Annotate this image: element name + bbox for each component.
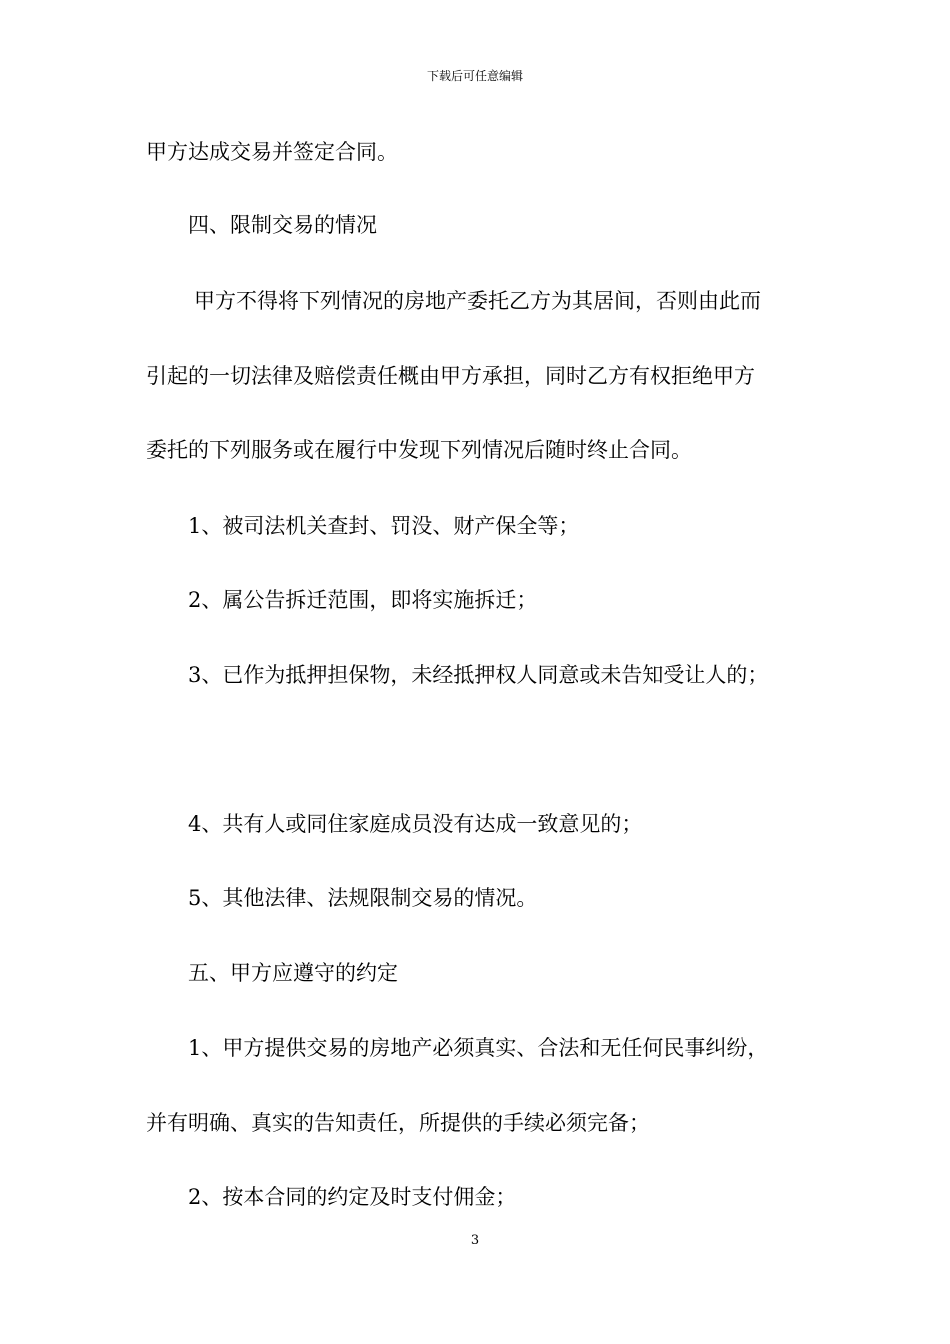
paragraph-line: 委托的下列服务或在履行中发现下列情况后随时终止合同。 — [146, 438, 692, 462]
list-item: 1、甲方提供交易的房地产必须真实、合法和无任何民事纠纷， — [188, 1036, 769, 1060]
list-item: 1、被司法机关查封、罚没、财产保全等； — [188, 514, 580, 538]
page-number: 3 — [470, 1233, 480, 1248]
page-header: 下载后可任意编辑 — [426, 69, 523, 83]
section-heading: 五、甲方应遵守的约定 — [188, 961, 398, 985]
paragraph-line: 甲方不得将下列情况的房地产委托乙方为其居间，否则由此而 — [194, 289, 761, 313]
list-item: 2、按本合同的约定及时支付佣金； — [188, 1185, 517, 1209]
list-item: 5、其他法律、法规限制交易的情况。 — [188, 886, 538, 910]
list-item: 4、共有人或同住家庭成员没有达成一致意见的； — [188, 812, 643, 836]
list-item: 3、已作为抵押担保物，未经抵押权人同意或未告知受让人的； — [188, 663, 769, 687]
list-item: 2、属公告拆迁范围，即将实施拆迁； — [188, 588, 538, 612]
section-heading: 四、限制交易的情况 — [188, 213, 377, 237]
paragraph-line: 甲方达成交易并签定合同。 — [146, 140, 398, 164]
paragraph-line: 引起的一切法律及赔偿责任概由甲方承担，同时乙方有权拒绝甲方 — [146, 364, 755, 388]
paragraph-line: 并有明确、真实的告知责任，所提供的手续必须完备； — [146, 1111, 650, 1135]
